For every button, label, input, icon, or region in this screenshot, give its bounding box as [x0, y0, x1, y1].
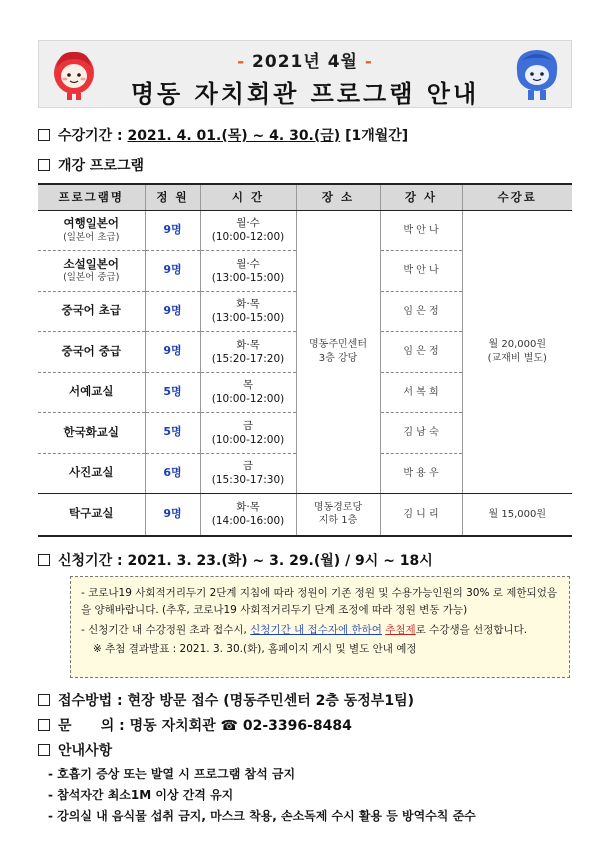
- program-days: 화·목: [236, 501, 260, 514]
- guide-item: - 호흡기 증상 또는 발열 시 프로그램 참석 금지: [48, 767, 296, 781]
- program-capacity: 9명: [145, 332, 200, 373]
- program-time: (10:00-12:00): [211, 433, 285, 446]
- col-header-time: 시 간: [200, 184, 296, 210]
- course-period-label: 수강기간 :: [58, 128, 123, 144]
- program-time: (15:20-17:20): [211, 352, 285, 365]
- program-days: 화·목: [236, 338, 260, 351]
- place-main-line1: 명동주민센터: [309, 339, 367, 351]
- checkbox-icon: [38, 554, 50, 566]
- program-teacher: 박 안 나: [380, 251, 462, 292]
- program-name: 소설일본어: [63, 256, 120, 271]
- program-capacity: 5명: [145, 413, 200, 454]
- program-time: (15:30-17:30): [211, 474, 285, 487]
- program-name: 한국화교실: [63, 424, 120, 439]
- checkbox-icon: [38, 159, 50, 171]
- header-banner: [38, 40, 572, 108]
- program-teacher: 김 남 숙: [380, 413, 462, 454]
- guide-heading-text: 안내사항: [58, 743, 113, 759]
- table-header-row: [38, 184, 572, 210]
- course-period: [38, 125, 408, 145]
- place-last: [296, 494, 380, 536]
- place-last-line2: 지하 1층: [318, 515, 358, 527]
- fee-main: [462, 210, 572, 494]
- program-days: 월·수: [236, 217, 260, 230]
- programs-heading: [38, 155, 144, 175]
- dash-right: -: [364, 52, 373, 72]
- subtitle-text: 2021년 4월: [252, 52, 358, 72]
- program-table: [38, 183, 572, 537]
- apply-method-text: 접수방법 : 현장 방문 접수 (명동주민센터 2층 동정부1팀): [58, 693, 414, 709]
- program-name: 탁구교실: [69, 506, 114, 521]
- apply-period-label: 신청기간 :: [58, 553, 123, 569]
- place-main: [296, 210, 380, 494]
- notice-line-3: ※ 추첨 결과발표 : 2021. 3. 30.(화), 홈페이지 게시 및 별도 안내 예정: [93, 643, 417, 656]
- program-teacher: 박 용 우: [380, 453, 462, 494]
- program-subname: (일본어 초급): [63, 231, 120, 243]
- notice-line-2b: 신청기간 내 접수자에 한하여: [250, 623, 382, 636]
- program-time: (13:00-15:00): [211, 271, 285, 284]
- program-name: 사진교실: [69, 465, 114, 480]
- notice-line-2a: - 신청기간 내 수강정원 초과 접수시,: [81, 623, 251, 636]
- inquiry: [38, 715, 352, 735]
- table-row: [38, 494, 572, 536]
- apply-method: [38, 690, 414, 710]
- notice-line-2e: 로 수강생을 선정합니다.: [415, 623, 528, 636]
- program-teacher: 임 은 정: [380, 291, 462, 332]
- dash-left: -: [237, 52, 246, 72]
- program-capacity: 9명: [145, 494, 200, 536]
- program-days: 금: [242, 460, 254, 473]
- inquiry-value: 명동 자치회관 ☎ 02-3396-8484: [129, 718, 352, 734]
- program-teacher: 임 은 정: [380, 332, 462, 373]
- program-name: 중국어 중급: [61, 343, 122, 358]
- guide-item: - 강의실 내 음식물 섭취 금지, 마스크 착용, 손소독제 수시 활용 등 방역수칙 준수: [48, 809, 476, 823]
- notice-box: [70, 576, 570, 678]
- fee-main-line2: (교재비 별도): [487, 352, 547, 364]
- program-teacher: 박 안 나: [380, 210, 462, 251]
- program-days: 목: [242, 379, 254, 392]
- program-days: 월·수: [236, 257, 260, 270]
- checkbox-icon: [38, 744, 50, 756]
- col-header-place: 장 소: [296, 184, 380, 210]
- place-main-line2: 3층 강당: [318, 352, 358, 364]
- header-subtitle: [39, 47, 571, 72]
- program-capacity: 6명: [145, 453, 200, 494]
- guide-heading: [38, 740, 112, 760]
- program-time: (14:00-16:00): [211, 515, 285, 528]
- program-time: (13:00-15:00): [211, 312, 285, 325]
- program-capacity: 5명: [145, 372, 200, 413]
- checkbox-icon: [38, 694, 50, 706]
- fee-last: 월 15,000원: [462, 494, 572, 536]
- program-name: 중국어 초급: [61, 303, 122, 318]
- programs-heading-text: 개강 프로그램: [58, 158, 145, 174]
- inquiry-label: 문 의 :: [58, 718, 125, 734]
- program-subname: (일본어 중급): [63, 272, 120, 284]
- checkbox-icon: [38, 719, 50, 731]
- program-name: 서예교실: [69, 384, 114, 399]
- guide-item: - 참석자간 최소1M 이상 간격 유지: [48, 788, 234, 802]
- program-capacity: 9명: [145, 251, 200, 292]
- apply-period: [38, 550, 433, 570]
- program-name: 여행일본어: [63, 216, 120, 231]
- program-teacher: 서 복 희: [380, 372, 462, 413]
- program-capacity: 9명: [145, 291, 200, 332]
- apply-period-value: 2021. 3. 23.(화) ~ 3. 29.(월) / 9시 ~ 18시: [127, 553, 433, 569]
- course-period-value: 2021. 4. 01.(목) ~ 4. 30.(금): [127, 128, 341, 144]
- col-header-capacity: 정 원: [145, 184, 200, 210]
- program-time: (10:00-12:00): [211, 231, 285, 244]
- place-last-line1: 명동경로당: [313, 501, 363, 513]
- notice-line-2: [81, 622, 559, 639]
- checkbox-icon: [38, 129, 50, 141]
- col-header-name: 프로그램명: [38, 184, 145, 210]
- col-header-teacher: 강 사: [380, 184, 462, 210]
- course-period-extra: [1개월간]: [345, 128, 409, 144]
- notice-line-1: - 코로나19 사회적거리두기 2단계 지침에 따라 정원이 기존 정원 및 수용가능인원의 30% 로 제한되었음을 양해바랍니다. (추후, 코로나19 사회적거리두기 단계 조정에 따라 정원 변동 가능): [81, 587, 557, 616]
- blue-mascot-icon: [507, 45, 565, 105]
- fee-main-line1: 월 20,000원: [488, 339, 546, 351]
- program-time: (10:00-12:00): [211, 393, 285, 406]
- col-header-fee: 수강료: [462, 184, 572, 210]
- program-capacity: 9명: [145, 210, 200, 251]
- page-title: 명동 자치회관 프로그램 안내: [130, 80, 480, 108]
- notice-line-2d: 추첨제: [385, 623, 416, 636]
- program-days: 화·목: [236, 298, 260, 311]
- program-teacher: 김 니 리: [380, 494, 462, 536]
- program-days: 금: [242, 419, 254, 432]
- table-row: [38, 210, 572, 251]
